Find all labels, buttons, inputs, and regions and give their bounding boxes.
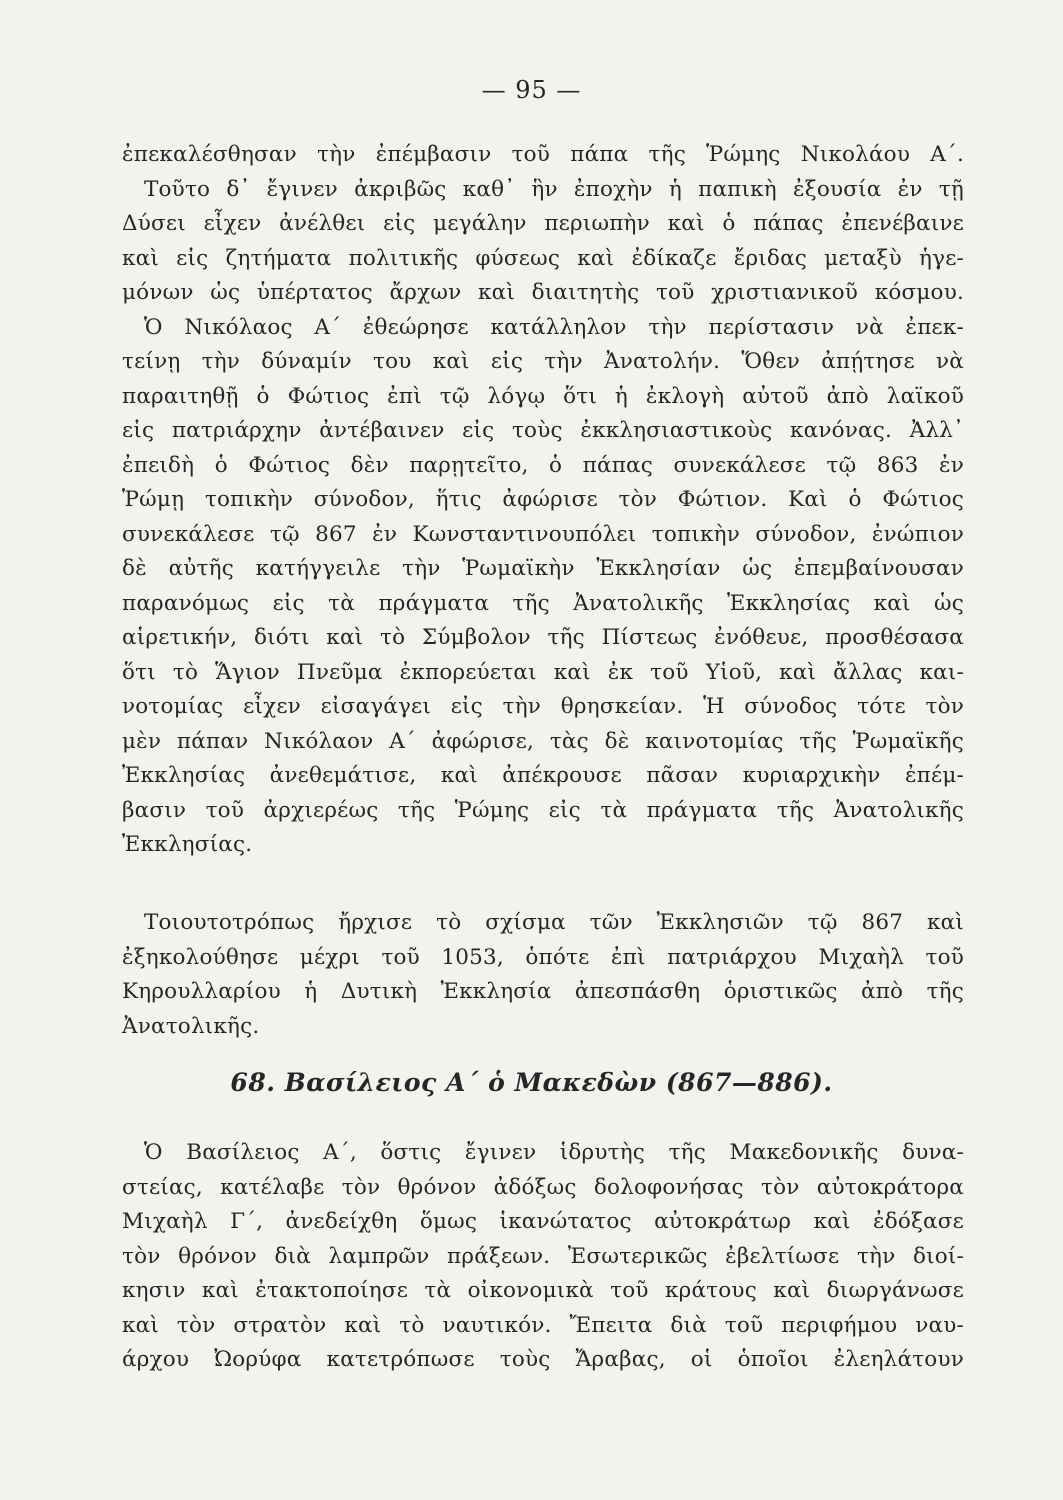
section-dates: (867—886). [665,1068,833,1097]
text-line: Τοιουτοτρόπως ἤρχισε τὸ σχίσμα τῶν Ἐκκλησιῶν τῷ 867 καὶ [144,910,964,935]
text-line: καὶ τὸν στρατὸν καὶ τὸ ναυτικόν. Ἔπειτα διὰ τοῦ περιφήμου ναυ- [122,1312,964,1338]
text-line: μόνων ὡς ὑπέρτατος ἄρχων καὶ διαιτητὴς τοῦ χριστιανικοῦ κόσμου. [122,280,964,305]
text-line: Δύσει εἶχεν ἀνέλθει εἰς μεγάλην περιωπὴν καὶ ὁ πάπας ἐπενέβαινε [122,211,964,236]
text-line: βασιν τοῦ ἀρχιερέως τῆς Ῥώμης εἰς τὰ πράγματα τῆς Ἀνατολικῆς [122,797,964,823]
text-line: Τοῦτο δ᾽ ἔγινεν ἀκριβῶς καθ᾽ ἣν ἐποχὴν ἡ παπικὴ ἐξουσία ἐν τῇ [144,176,964,202]
section-heading [0,1068,1063,1097]
text-line: αἱρετικήν, διότι καὶ τὸ Σύμβολον τῆς Πίστεως ἐνόθευε, προσθέσασα [122,625,964,650]
text-line: Ὁ Βασίλειος Α΄, ὅστις ἔγινεν ἱδρυτὴς τῆς Μακεδονικῆς δυνα- [144,1140,964,1165]
text-line: Κηρουλλαρίου ἡ Δυτικὴ Ἐκκλησία ἀπεσπάσθη ὁριστικῶς ἀπὸ τῆς [122,979,964,1004]
text-line: νοτομίας εἶχεν εἰσαγάγει εἰς τὴν θρησκείαν. Ἡ σύνοδος τότε τὸν [122,694,964,719]
text-line: Μιχαὴλ Γ΄, ἀνεδείχθη ὅμως ἱκανώτατος αὐτοκράτωρ καὶ ἐδόξασε [122,1209,964,1234]
text-line: Ῥώμῃ τοπικὴν σύνοδον, ἥτις ἀφώρισε τὸν Φώτιον. Καὶ ὁ Φώτιος [122,487,964,512]
text-line: συνεκάλεσε τῷ 867 ἐν Κωνσταντινουπόλει τοπικὴν σύνοδον, ἐνώπιον [122,521,964,547]
text-line: καὶ εἰς ζητήματα πολιτικῆς φύσεως καὶ ἐδίκαζε ἔριδας μεταξὺ ἡγε- [122,245,964,271]
text-line: Ἀνατολικῆς. [122,1013,260,1039]
text-line: κησιν καὶ ἐτακτοποίησε τὰ οἰκονομικὰ τοῦ κράτους καὶ διωργάνωσε [122,1278,964,1303]
paragraph-photius-schism [122,138,964,863]
text-line: Ἐκκλησίας ἀνεθεμάτισε, καὶ ἀπέκρουσε πᾶσαν κυριαρχικὴν ἐπέμ- [122,763,964,788]
text-line: δὲ αὐτῆς κατήγγειλε τὴν Ῥωμαϊκὴν Ἐκκλησίαν ὡς ἐπεμβαίνουσαν [122,556,964,581]
text-line: ἐπεκαλέσθησαν τὴν ἐπέμβασιν τοῦ πάπα τῆς Ῥώμης Νικολάου Α΄. [122,142,964,167]
text-line: τείνῃ τὴν δύναμίν του καὶ εἰς τὴν Ἀνατολήν. Ὅθεν ἀπῄτησε νὰ [122,349,964,374]
page-number: — 95 — [481,76,582,104]
text-line: Ἐκκλησίας. [122,832,253,857]
text-line: μὲν πάπαν Νικόλαον Α΄ ἀφώρισε, τὰς δὲ καινοτομίας τῆς Ῥωμαϊκῆς [122,728,964,754]
text-line: ἐξηκολούθησε μέχρι τοῦ 1053, ὁπότε ἐπὶ πατριάρχου Μιχαὴλ τοῦ [122,944,964,970]
section-number: 68. [230,1068,276,1097]
text-line: Ὁ Νικόλαος Α΄ ἐθεώρησε κατάλληλον τὴν περίστασιν νὰ ἐπεκ- [144,314,964,340]
text-line: ὅτι τὸ Ἅγιον Πνεῦμα ἐκπορεύεται καὶ ἐκ τοῦ Υἱοῦ, καὶ ἄλλας και- [122,659,964,685]
text-line: παραιτηθῇ ὁ Φώτιος ἐπὶ τῷ λόγῳ ὅτι ἡ ἐκλογὴ αὐτοῦ ἀπὸ λαϊκοῦ [122,383,964,409]
paragraph-schism-continuation [122,906,964,1044]
paragraph-basil-macedonian [122,1136,964,1378]
text-line: άρχου Ὠορύφα κατετρόπωσε τοὺς Ἄραβας, οἱ ὁποῖοι ἐλεηλάτουν [122,1347,964,1372]
text-line: εἰς πατριάρχην ἀντέβαινεν εἰς τοὺς ἐκκλησιαστικοὺς κανόνας. Ἀλλ᾽ [122,418,964,443]
text-line: παρανόμως εἰς τὰ πράγματα τῆς Ἀνατολικῆς Ἐκκλησίας καὶ ὡς [122,590,964,616]
text-line: ἐπειδὴ ὁ Φώτιος δὲν παρῃτεῖτο, ὁ πάπας συνεκάλεσε τῷ 863 ἐν [122,452,964,478]
section-title: Βασίλειος Α΄ ὁ Μακεδὼν [284,1068,657,1097]
text-line: τὸν θρόνον διὰ λαμπρῶν πράξεων. Ἐσωτερικῶς ἐβελτίωσε τὴν διοί- [122,1243,964,1269]
text-line: στείας, κατέλαβε τὸν θρόνον ἀδόξως δολοφονήσας τὸν αὐτοκράτορα [122,1174,964,1200]
